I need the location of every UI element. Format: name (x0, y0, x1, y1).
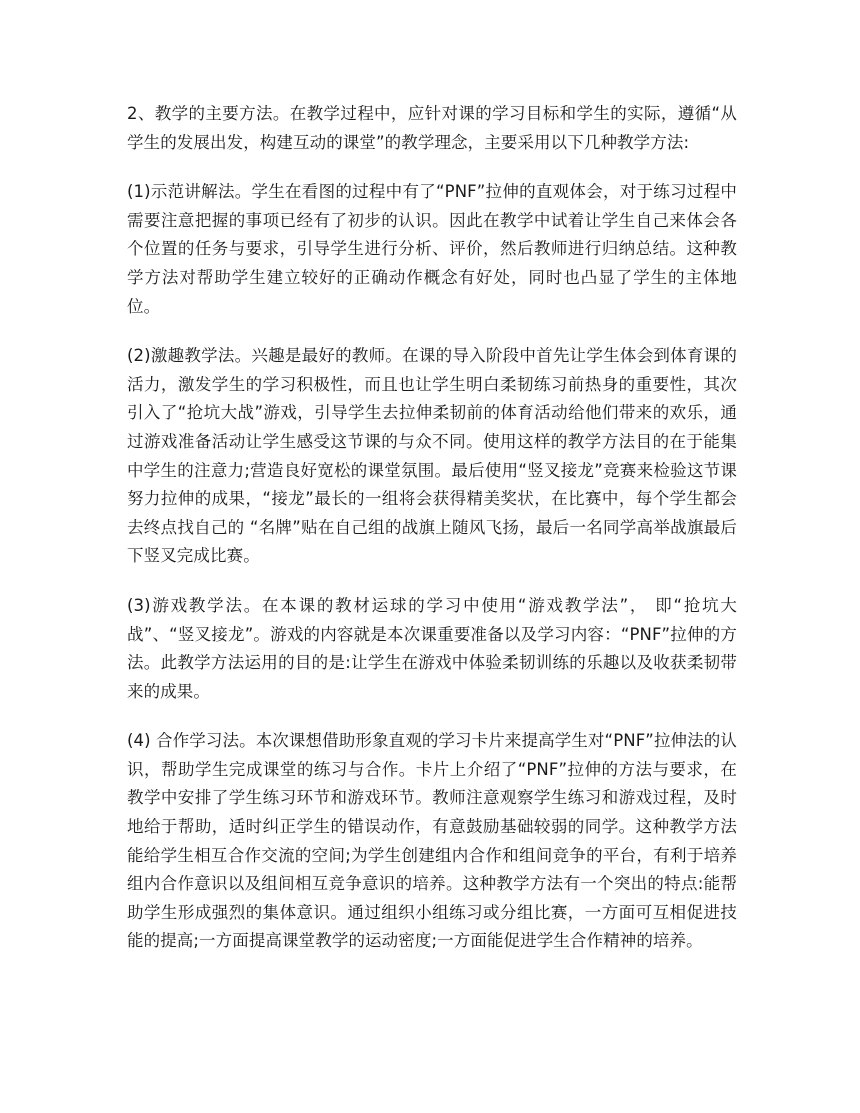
document-body (127, 100, 737, 956)
paragraph-game-method: (3)游戏教学法。在本课的教材运球的学习中使用“游戏教学法”， 即“抢坑大战”、“竖叉接龙”。游戏的内容就是本次课重要准备以及学习内容：“PNF”拉伸的方法。此教学方法运用的目的是:让学生在游戏中体验柔韧训练的乐趣以及收获柔韧带来的成果。 (127, 595, 737, 701)
paragraph-interest-method: (2)激趣教学法。兴趣是最好的教师。在课的导入阶段中首先让学生体会到体育课的活力，激发学生的学习积极性，而且也让学生明白柔韧练习前热身的重要性，其次引入了“抢坑大战”游戏，引导学生去拉伸柔韧前的体育活动给他们带来的欢乐，通过游戏准备活动让学生感受这节课的与众不同。使用这样的教学方法目的在于能集中学生的注意力;营造良好宽松的课堂氛围。最后使用“竖叉接龙”竞赛来检验这节课努力拉伸的成果，“接龙”最长的一组将会获得精美奖状，在比赛中，每个学生都会去终点找自己的 “名牌”贴在自己组的战旗上随风飞扬，最后一名同学高举战旗最后下竖叉完成比赛。 (127, 346, 737, 566)
paragraph-teaching-methods-intro: 2、教学的主要方法。在教学过程中，应针对课的学习目标和学生的实际，遵循“从学生的发展出发，构建互动的课堂”的教学理念，主要采用以下几种教学方法: (127, 104, 737, 152)
paragraph-demonstration-method: (1)示范讲解法。学生在看图的过程中有了“PNF”拉伸的直观体会，对于练习过程中需要注意把握的事项已经有了初步的认识。因此在教学中试着让学生自己来体会各个位置的任务与要求，引导学生进行分析、评价，然后教师进行归纳总结。这种教学方法对帮助学生建立较好的正确动作概念有好处，同时也凸显了学生的主体地位。 (127, 182, 737, 316)
paragraph-cooperative-method: (4) 合作学习法。本次课想借助形象直观的学习卡片来提高学生对“PNF”拉伸法的认识，帮助学生完成课堂的练习与合作。卡片上介绍了“PNF”拉伸的方法与要求，在教学中安排了学生练习环节和游戏环节。教师注意观察学生练习和游戏过程，及时地给于帮助，适时纠正学生的错误动作，有意鼓励基础较弱的同学。这种教学方法能给学生相互合作交流的空间;为学生创建组内合作和组间竞争的平台，有利于培养组内合作意识以及组间相互竞争意识的培养。这种教学方法有一个突出的特点:能帮助学生形成强烈的集体意识。通过组织小组练习或分组比赛，一方面可互相促进技能的提高;一方面提高课堂教学的运动密度;一方面能促进学生合作精神的培养。 (127, 731, 737, 951)
